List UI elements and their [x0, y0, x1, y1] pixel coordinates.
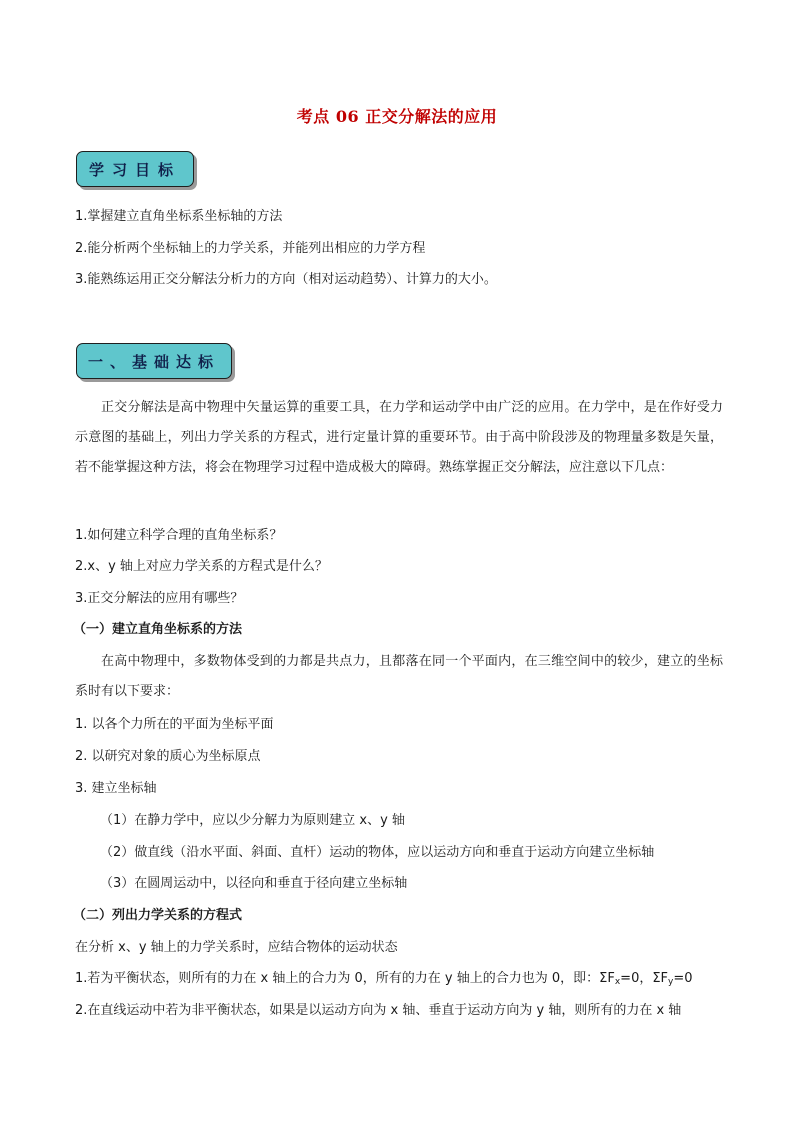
requirement-item: 3. 建立坐标轴: [75, 781, 157, 796]
question-item: 3.正交分解法的应用有哪些？: [75, 591, 244, 606]
requirement-subitem: （1）在静力学中，应以少分解力为原则建立 x、y 轴: [100, 813, 405, 828]
goal-item: 2.能分析两个坐标轴上的力学关系，并能列出相应的力学方程: [75, 241, 426, 256]
sum-fx-equation: $\Sigma F_x=0$，: [599, 971, 653, 987]
section-heading-equations: （二）列出力学关系的方程式: [73, 908, 243, 923]
requirement-subitem: （2）做直线（沿水平面、斜面、直杆）运动的物体，应以运动方向和垂直于运动方向建立坐标轴: [100, 845, 655, 860]
learning-goals-badge: 学习目标: [76, 151, 194, 187]
requirement-item: 2. 以研究对象的质心为坐标原点: [75, 749, 261, 764]
sum-fy-equation: $\Sigma F_y=0$: [652, 971, 693, 987]
basic-intro-paragraph: 正交分解法是高中物理中矢量运算的重要工具，在力学和运动学中由广泛的应用。在力学中，是在作好受力示意图的基础上，列出力学关系的方程式，进行定量计算的重要环节。由于高中阶段涉及的物理量多数是矢量，若不能掌握这种方法，将会在物理学习过程中造成极大的障碍。熟练掌握正交分解法，应注意以下几点：: [75, 400, 723, 475]
goal-item: 3.能熟练运用正交分解法分析力的方向（相对运动趋势）、计算力的大小。: [75, 272, 497, 287]
coordinate-intro-paragraph: 在高中物理中，多数物体受到的力都是共点力，且都落在同一个平面内，在三维空间中的较少，建立的坐标系时有以下要求：: [75, 654, 723, 699]
section-heading-coordinate-system: （一）建立直角坐标系的方法: [73, 622, 243, 637]
equilibrium-item: [75, 970, 735, 991]
question-item: 1.如何建立科学合理的直角坐标系？: [75, 528, 283, 543]
page-title: 考点 06 正交分解法的应用: [296, 107, 498, 126]
requirement-item: 1. 以各个力所在的平面为坐标平面: [75, 717, 274, 732]
non-equilibrium-item: 2.在直线运动中若为非平衡状态，如果是以运动方向为 x 轴、垂直于运动方向为 y 轴，则所有的力在 x 轴: [75, 1003, 682, 1018]
equations-intro: 在分析 x、y 轴上的力学关系时，应结合物体的运动状态: [75, 940, 398, 955]
goal-item: 1.掌握建立直角坐标系坐标轴的方法: [75, 209, 283, 224]
basic-standard-badge: 一、基础达标: [76, 343, 232, 379]
question-item: 2.x、y 轴上对应力学关系的方程式是什么？: [75, 559, 328, 574]
requirement-subitem: （3）在圆周运动中，以径向和垂直于径向建立坐标轴: [100, 876, 408, 891]
equilibrium-text: 1.若为平衡状态，则所有的力在 x 轴上的合力为 0，所有的力在 y 轴上的合力也为 0，即：: [75, 971, 600, 986]
